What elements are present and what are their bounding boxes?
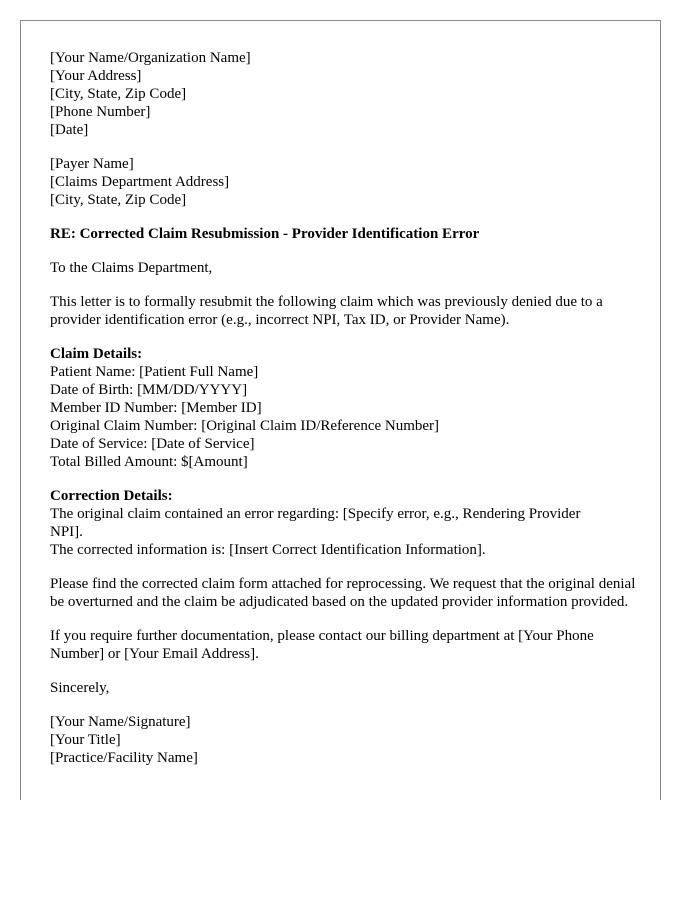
sender-block xyxy=(50,49,650,139)
recipient-block xyxy=(50,155,650,209)
claims-dept-address: [Claims Department Address] xyxy=(50,174,230,190)
patient-name-line: Patient Name: [Patient Full Name] xyxy=(50,364,259,380)
error-description-line-1: The original claim contained an error regarding: [Specify error, e.g., Rendering Provider xyxy=(50,506,581,522)
contact-paragraph: If you require further documentation, please contact our billing department at [Your Phone Number] or [Your Email Address]. xyxy=(50,628,594,662)
subject-line: RE: Corrected Claim Resubmission - Provider Identification Error xyxy=(50,226,480,242)
member-id-line: Member ID Number: [Member ID] xyxy=(50,400,262,416)
closing: Sincerely, xyxy=(50,680,110,696)
date-of-service-line: Date of Service: [Date of Service] xyxy=(50,436,255,452)
claim-details-heading: Claim Details: xyxy=(50,346,143,362)
correction-details-heading: Correction Details: xyxy=(50,488,173,504)
sender-address: [Your Address] xyxy=(50,68,142,84)
signer-name: [Your Name/Signature] xyxy=(50,714,191,730)
request-paragraph: Please find the corrected claim form attached for reprocessing. We request that the original denial be overturned and the claim be adjudicated based on the updated provider information provided. xyxy=(50,576,636,610)
error-description-line-2: NPI]. xyxy=(50,524,83,540)
payer-name: [Payer Name] xyxy=(50,156,134,172)
sender-phone: [Phone Number] xyxy=(50,104,151,120)
salutation: To the Claims Department, xyxy=(50,260,213,276)
original-claim-line: Original Claim Number: [Original Claim ID/Reference Number] xyxy=(50,418,440,434)
letter-page xyxy=(20,20,661,800)
corrected-info-line: The corrected information is: [Insert Correct Identification Information]. xyxy=(50,542,486,558)
sender-name: [Your Name/Organization Name] xyxy=(50,50,251,66)
dob-line: Date of Birth: [MM/DD/YYYY] xyxy=(50,382,248,398)
signer-title: [Your Title] xyxy=(50,732,121,748)
letter-date: [Date] xyxy=(50,122,89,138)
intro-paragraph: This letter is to formally resubmit the following claim which was previously denied due to a provider identification error (e.g., incorrect NPI, Tax ID, or Provider Name). xyxy=(50,294,603,328)
correction-details-section xyxy=(50,487,650,559)
facility-name: [Practice/Facility Name] xyxy=(50,750,198,766)
recipient-city-state-zip: [City, State, Zip Code] xyxy=(50,192,187,208)
total-billed-line: Total Billed Amount: $[Amount] xyxy=(50,454,248,470)
letter-body xyxy=(50,49,650,783)
claim-details-section xyxy=(50,345,650,471)
signature-block xyxy=(50,713,650,767)
sender-city-state-zip: [City, State, Zip Code] xyxy=(50,86,187,102)
